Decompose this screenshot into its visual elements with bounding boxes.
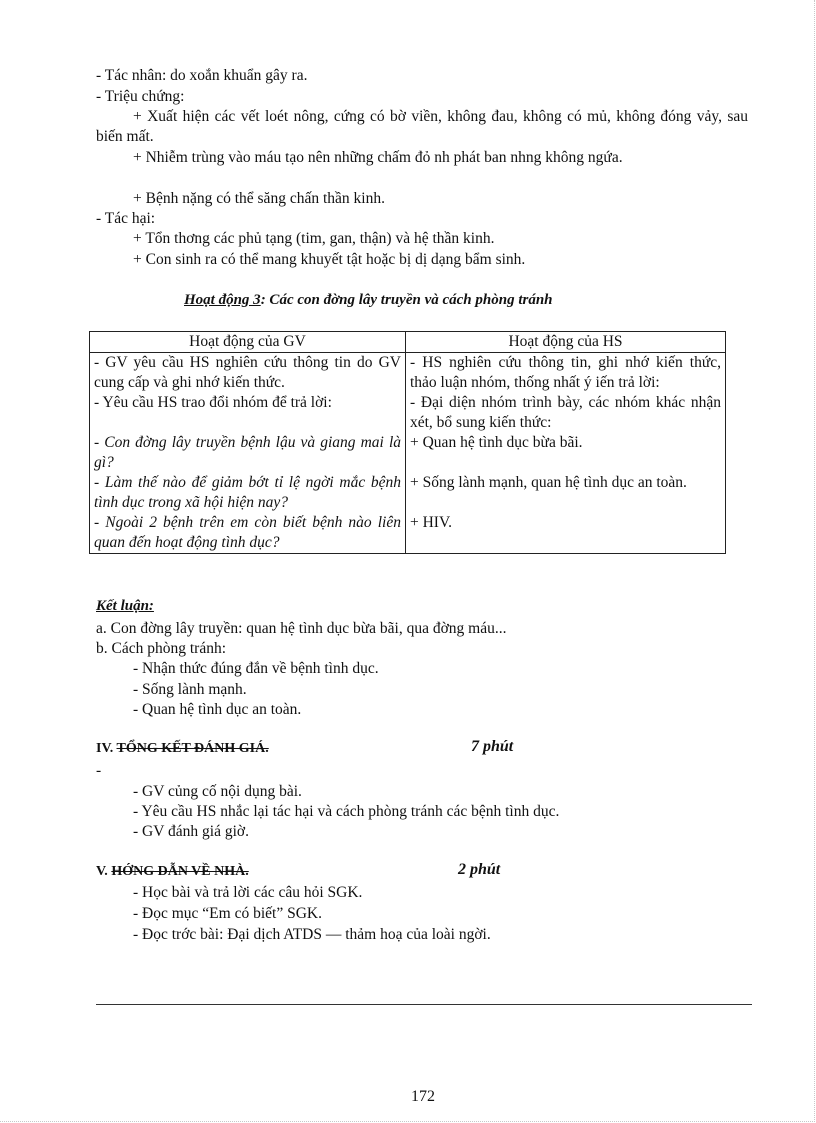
table-header-row — [90, 332, 726, 353]
section-4-heading — [96, 741, 269, 757]
header-teacher: Hoạt động của GV — [90, 332, 406, 353]
symptom-3: + Bệnh nặng có thể săng chấn thần kinh. — [133, 190, 385, 207]
section-4-time: 7 phút — [471, 738, 514, 755]
symptom-1: + Xuất hiện các vết loét nông, cứng có bờ viền, không đau, không có mủ, không đóng vảy, sau biến mất. — [96, 108, 748, 145]
teacher-step-1: - GV yêu cầu HS nghiên cứu thông tin do GV cung cấp và ghi nhớ kiến thức. — [94, 354, 401, 391]
activity-3-label: Hoạt động 3 — [184, 292, 261, 308]
teacher-question-3: - Ngoài 2 bệnh trên em còn biết bệnh nào liên quan đến hoạt động tình dục? — [94, 514, 401, 551]
review-item-2: - Yêu cầu HS nhắc lại tác hại và cách phòng tránh các bệnh tình dục. — [133, 803, 560, 820]
prevention-3: - Quan hệ tình dục an toàn. — [133, 701, 302, 718]
section-4-number: IV. — [96, 741, 117, 756]
prevention-2: - Sống lành mạnh. — [133, 681, 247, 698]
teacher-question-2: - Làm thế nào để giảm bớt tỉ lệ ngời mắc bệnh tình dục trong xã hội hiện nay? — [94, 474, 401, 511]
agent-line: - Tác nhân: do xoắn khuẩn gây ra. — [96, 67, 308, 84]
activity-table — [89, 331, 726, 554]
teacher-activities — [90, 353, 406, 554]
section-5-time: 2 phút — [458, 861, 501, 878]
student-answer-2: + Sống lành mạnh, quan hệ tình dục an toàn. — [410, 474, 687, 491]
spacer — [94, 413, 401, 433]
review-item-1: - GV củng cố nội dụng bài. — [133, 783, 302, 800]
review-item-3: - GV đánh giá giờ. — [133, 823, 249, 840]
activity-3-heading — [184, 292, 553, 309]
header-student: Hoạt động của HS — [406, 332, 726, 353]
prevention-1: - Nhận thức đúng đắn về bệnh tình dục. — [133, 660, 379, 677]
footer-rule — [96, 1004, 752, 1005]
student-answer-1: + Quan hệ tình dục bừa bãi. — [410, 434, 583, 451]
harms-heading: - Tác hại: — [96, 210, 156, 227]
student-step-1: - HS nghiên cứu thông tin, ghi nhớ kiến thức, thảo luận nhóm, thống nhất ý iến trả lời: — [410, 354, 721, 391]
spacer — [410, 453, 721, 473]
homework-item-1: - Học bài và trả lời các câu hỏi SGK. — [133, 884, 363, 901]
conclusion-a: a. Con đờng lây truyền: quan hệ tình dục bừa bãi, qua đờng máu... — [96, 620, 507, 637]
student-activities — [406, 353, 726, 554]
conclusion-title: Kết luận: — [96, 598, 154, 614]
homework-item-2: - Đọc mục “Em có biết” SGK. — [133, 905, 322, 922]
harm-2: + Con sinh ra có thể mang khuyết tật hoặc bị dị dạng bẩm sinh. — [133, 251, 526, 268]
conclusion-b: b. Cách phòng tránh: — [96, 640, 227, 657]
harm-1: + Tổn thơng các phủ tạng (tim, gan, thận) và hệ thần kinh. — [133, 230, 495, 247]
activity-3-title: : Các con đờng lây truyền và cách phòng tránh — [260, 292, 553, 308]
section-4-dash: - — [96, 762, 102, 779]
teacher-step-2: - Yêu cầu HS trao đổi nhóm để trả lời: — [94, 394, 332, 411]
symptom-2: + Nhiễm trùng vào máu tạo nên những chấm đỏ nh phát ban nhng không ngứa. — [133, 149, 623, 166]
homework-item-3: - Đọc trớc bài: Đại dịch ATDS — thảm hoạ của loài ngời. — [133, 926, 491, 943]
page-number: 172 — [411, 1088, 435, 1105]
table-row — [90, 353, 726, 554]
student-answer-3: + HIV. — [410, 514, 453, 531]
section-4-title: TỔNG KẾT ĐÁNH GIÁ. — [116, 741, 269, 756]
symptoms-heading: - Triệu chứng: — [96, 88, 185, 105]
section-5-number: V. — [96, 864, 112, 879]
section-5-title: HỚNG DẪN VỀ NHÀ. — [111, 864, 249, 879]
section-5-heading — [96, 864, 249, 880]
student-step-2: - Đại diện nhóm trình bày, các nhóm khác nhận xét, bổ sung kiến thức: — [410, 394, 721, 431]
spacer — [410, 493, 721, 513]
teacher-question-1: - Con đờng lây truyền bệnh lậu và giang mai là gì? — [94, 434, 401, 471]
